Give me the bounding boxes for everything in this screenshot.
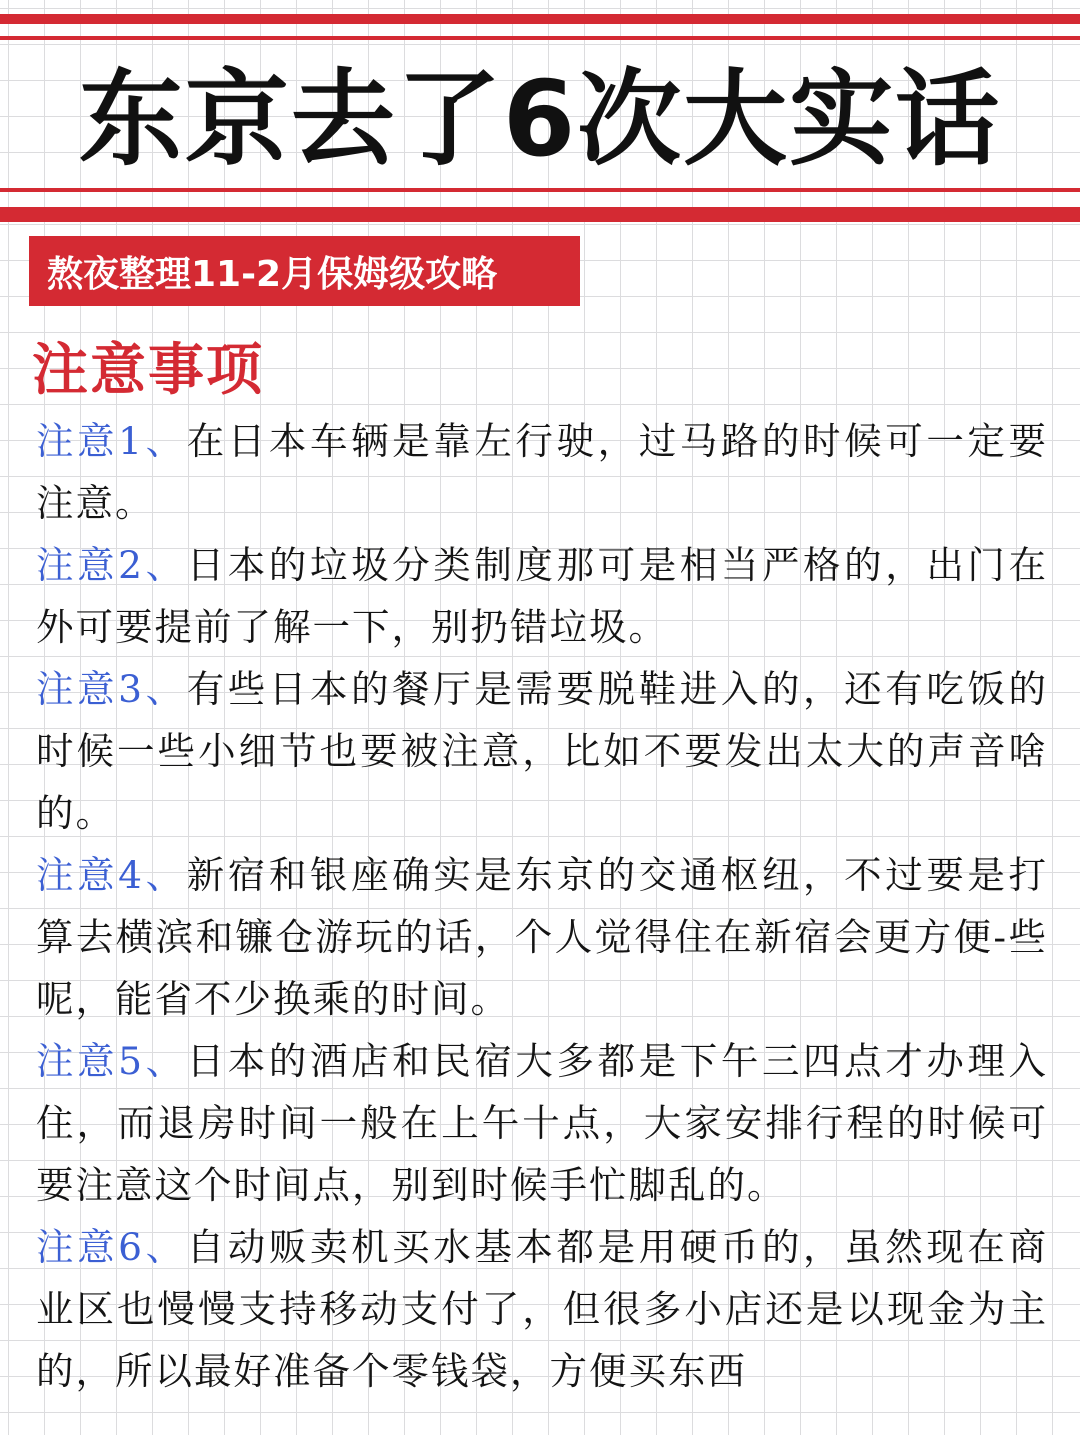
top-band-thick (0, 14, 1080, 24)
subtitle-tag (29, 236, 580, 306)
note-item (36, 1030, 1048, 1216)
note-item (36, 410, 1048, 534)
note-text: 在日本车辆是靠左行驶，过马路的时候可一定要注意。 (36, 419, 1049, 525)
note-label: 注意1、 (36, 419, 187, 463)
subtitle-tag-text: 熬夜整理11-2月保姆级攻略 (47, 253, 498, 295)
note-label: 注意3、 (36, 667, 187, 711)
note-text: 自动贩卖机买水基本都是用硬币的，虽然现在商业区也慢慢支持移动支付了，但很多小店还是以现金为主的，所以最好准备个零钱袋，方便买东西 (36, 1225, 1049, 1393)
note-label: 注意5、 (36, 1039, 187, 1083)
note-label: 注意4、 (36, 853, 187, 897)
note-text: 新宿和银座确实是东京的交通枢纽，不过要是打算去横滨和镰仓游玩的话，个人觉得住在新宿会更方便-些呢，能省不少换乘的时间。 (36, 853, 1049, 1021)
note-item (36, 658, 1048, 844)
note-text: 日本的酒店和民宿大多都是下午三四点才办理入住，而退房时间一般在上午十点，大家安排行程的时候可要注意这个时间点，别到时候手忙脚乱的。 (36, 1039, 1049, 1207)
note-item (36, 1216, 1048, 1402)
note-text: 日本的垃圾分类制度那可是相当严格的，出门在外可要提前了解一下，别扔错垃圾。 (36, 543, 1049, 649)
bottom-band-thick (0, 207, 1080, 222)
note-text: 有些日本的餐厅是需要脱鞋进入的，还有吃饭的时候一些小细节也要被注意，比如不要发出太大的声音啥的。 (36, 667, 1049, 835)
note-label: 注意6、 (36, 1225, 187, 1269)
note-item (36, 844, 1048, 1030)
note-item (36, 534, 1048, 658)
notes-list (36, 410, 1048, 1402)
bottom-band-thin (0, 188, 1080, 192)
section-title: 注意事项 (32, 338, 264, 403)
page-title: 东京去了6次大实话 (78, 58, 1002, 180)
note-label: 注意2、 (36, 543, 187, 587)
